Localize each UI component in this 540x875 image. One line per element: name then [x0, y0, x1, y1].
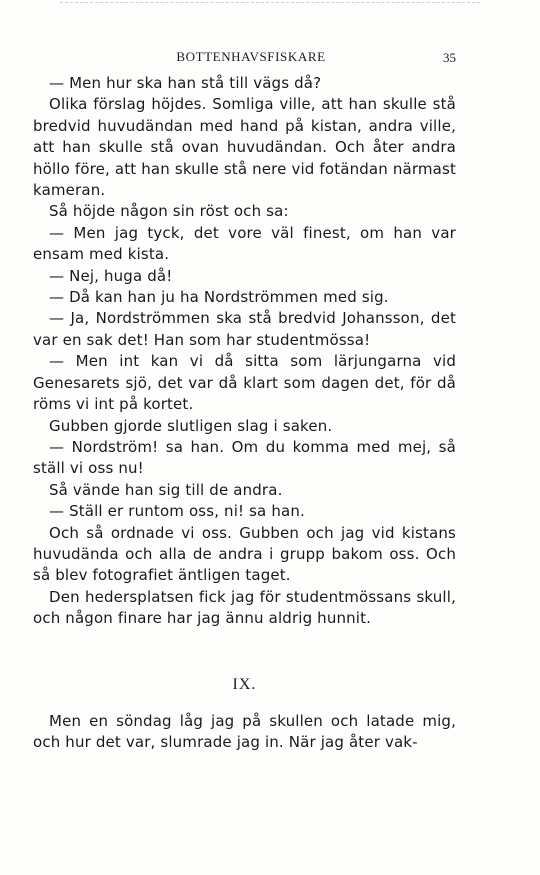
paragraph: Gubben gjorde slutligen slag i saken.: [49, 416, 333, 435]
paragraph: — Nordström! sa han. Om du komma med mej, så ställ vi oss nu!: [33, 437, 456, 478]
page-number: 35: [443, 50, 456, 65]
body-text: [33, 73, 456, 630]
paragraph: Så vände han sig till de andra.: [49, 480, 283, 499]
paragraph: — Men int kan vi då sitta som lärjungarna vid Genesarets sjö, det var då klart som dagen det, för då röms vi int på kortet.: [33, 352, 456, 414]
running-title: BOTTENHAVSFISKARE: [176, 49, 326, 64]
paragraph: Och så ordnade vi oss. Gubben och jag vid kistans huvudända och alla de andra i grupp bakom oss. Och så blev fotografiet äntligen taget.: [33, 523, 456, 585]
paragraph: — Nej, huga då!: [49, 266, 173, 285]
paragraph: — Då kan han ju ha Nordströmmen med sig.: [49, 288, 389, 307]
chapter-heading: IX.: [232, 676, 257, 693]
paragraph: — Ställ er runtom oss, ni! sa han.: [49, 502, 305, 521]
chapter-body-text: [33, 711, 456, 754]
paragraph: Men en söndag låg jag på skullen och latade mig, och hur det var, slumrade jag in. När jag åter vak-: [33, 712, 456, 752]
paragraph: Den hedersplatsen fick jag för studentmössans skull, och någon finare har jag ännu aldrig hunnit.: [33, 587, 456, 628]
paragraph: — Men jag tyck, det vore väl finest, om han var ensam med kista.: [33, 223, 456, 264]
paragraph: Så höjde någon sin röst och sa:: [49, 202, 289, 221]
paragraph: — Ja, Nordströmmen ska stå bredvid Johansson, det var en sak det! Han som har studentmössa!: [33, 309, 456, 349]
page-top-edge: [60, 2, 480, 4]
paragraph: Olika förslag höjdes. Somliga ville, att han skulle stå bredvid huvudändan med hand på kistan, andra ville, att han skulle stå ovan huvudändan. Och åter andra höllo före, att han skulle stå nere vid fotändan närmast kameran.: [33, 95, 456, 200]
paragraph: — Men hur ska han stå till vägs då?: [49, 74, 322, 92]
